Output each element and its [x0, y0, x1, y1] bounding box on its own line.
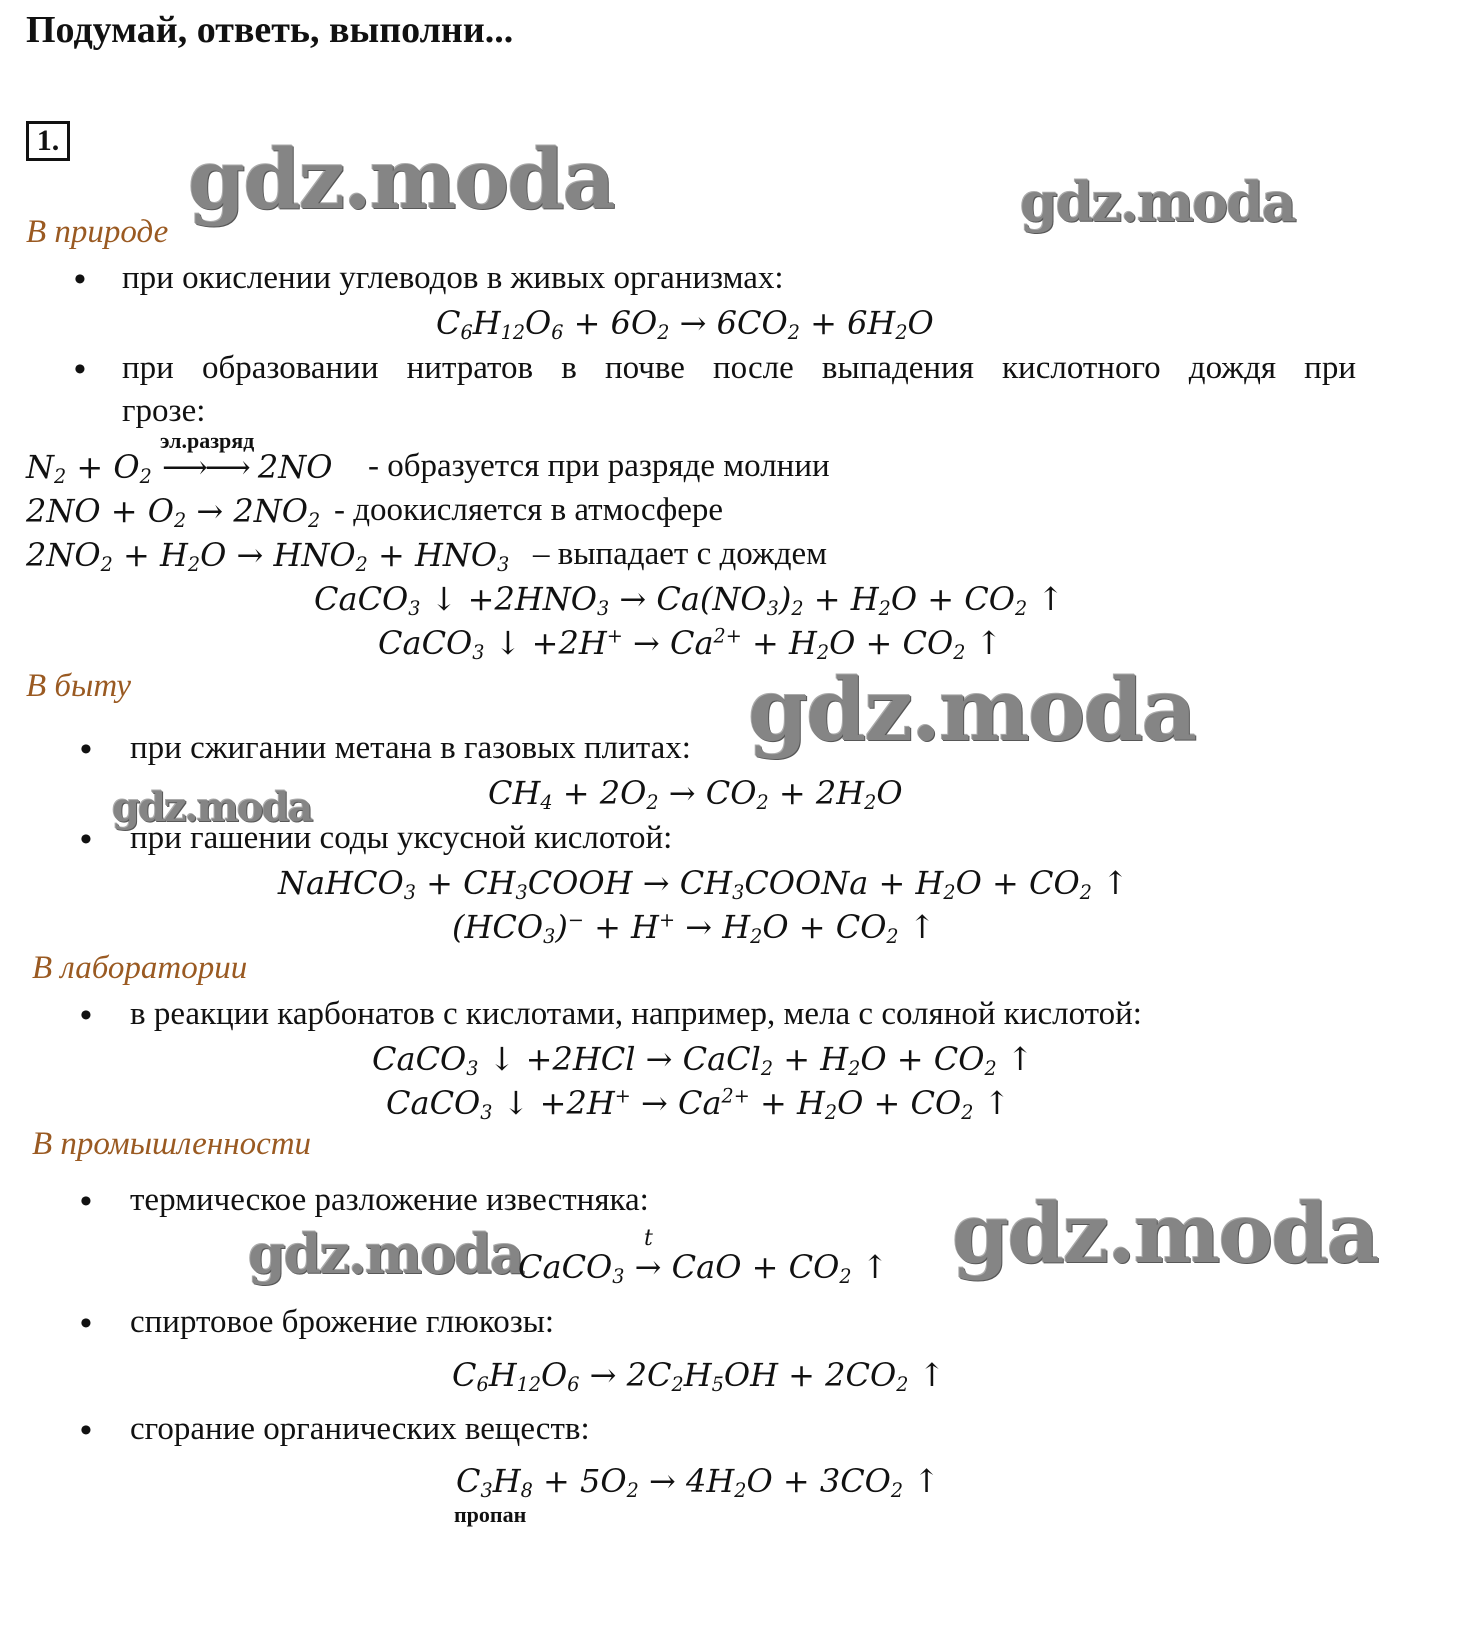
- task-number: 1.: [26, 121, 70, 161]
- bullet: •: [80, 1183, 92, 1220]
- section-nature-heading: В природе: [26, 214, 169, 250]
- nature-bullet-1: при окислении углеводов в живых организмах:: [122, 260, 784, 296]
- equation-caco3-hcl: CaCO$_3$ ↓ +2HCl → CaCl$_2$ + $H_2O + CO_2$ ↑: [372, 1040, 1034, 1080]
- equation-caco3-ionic-2: CaCO$_3$ ↓ $+2H^+ \to Ca^{2+} + H_2O + CO_2$ ↑: [386, 1084, 1011, 1124]
- equation-caco3-ionic-1: CaCO$_3$ ↓ $+2H^+ \to Ca^{2+} + H_2O + CO_2$ ↑: [378, 624, 1003, 664]
- nature-bullet-2: [122, 350, 1356, 387]
- equation-no-oxidation: $2NO + O_2 \to 2NO_2$: [26, 492, 321, 532]
- equation-hco3-ionic: $(HCO_3)^- + H^+ \to H_2O + CO_2$ ↑: [452, 908, 936, 948]
- page-title: Подумай, ответь, выполни...: [26, 9, 514, 51]
- bullet: •: [74, 351, 86, 388]
- equation-glucose-fermentation: $C_6H_{12}O_6 \to 2C_2H_5OH + 2CO_2$ ↑: [452, 1356, 946, 1396]
- equation-soda-vinegar: NaHCO$_3$ + $CH_3COOH$ → $CH_3COONa + H_2O + CO_2$ ↑: [278, 864, 1129, 904]
- section-lab-heading: В лаборатории: [32, 950, 248, 986]
- arrow-label-discharge: эл.разряд: [160, 428, 255, 453]
- equation-n2-o2: $N_2 + O_2$ ⟶⟶ 2NO: [26, 448, 333, 488]
- watermark: gdz.moda: [112, 784, 312, 831]
- watermark: gdz.moda: [188, 132, 614, 228]
- industry-bullet-1: термическое разложение известняка:: [130, 1182, 649, 1218]
- watermark: gdz.moda: [1020, 170, 1295, 234]
- equation-no2-water: $2NO_2 + H_2O \to HNO_2 + HNO_3$: [26, 536, 510, 576]
- watermark: gdz.moda: [248, 1222, 523, 1286]
- equation-glucose-oxidation: $C_6H_{12}O_6 + 6O_2 \to 6CO_2 + 6H_2O$: [436, 304, 934, 344]
- equation-no2-water-note: – выпадает с дождем: [533, 536, 828, 572]
- equation-no-oxidation-note: - доокисляется в атмосфере: [334, 492, 724, 528]
- watermark: gdz.moda: [748, 660, 1196, 761]
- bullet: •: [80, 1305, 92, 1342]
- nature-bullet-2-text: при образовании нитратов в почве после выпадения кислотного дождя при: [122, 350, 1356, 386]
- section-industry-heading: В промышленности: [32, 1126, 312, 1162]
- equation-methane-combustion: $CH_4 + 2O_2 \to CO_2 + 2H_2O$: [488, 774, 903, 814]
- bullet: •: [80, 731, 92, 768]
- equation-caco3-hno3: CaCO$_3$ ↓ $+2HNO_3 \to Ca(NO_3)_2 + H_2O + CO_2$ ↑: [314, 580, 1065, 620]
- bullet: •: [80, 821, 92, 858]
- industry-bullet-3: сгорание органических веществ:: [130, 1411, 590, 1447]
- bullet: •: [80, 1412, 92, 1449]
- equation-limestone-decomposition: CaCO$_3$ → CaO + $CO_2$ ↑: [518, 1248, 889, 1288]
- propane-label: пропан: [454, 1502, 527, 1527]
- nature-bullet-2-continued: грозе:: [122, 393, 206, 429]
- section-home-heading: В быту: [26, 668, 132, 704]
- home-bullet-2: при гашении соды уксусной кислотой:: [130, 820, 673, 856]
- bullet: •: [74, 261, 86, 298]
- home-bullet-1: при сжигании метана в газовых плитах:: [130, 730, 691, 766]
- lab-bullet-1: в реакции карбонатов с кислотами, например, мела с соляной кислотой:: [130, 996, 1142, 1032]
- equation-n2-o2-note: - образуется при разряде молнии: [368, 448, 830, 484]
- bullet: •: [80, 997, 92, 1034]
- equation-propane-combustion: $C_3H_8 + 5O_2 \to 4H_2O + 3CO_2$ ↑: [456, 1462, 941, 1502]
- watermark: gdz.moda: [952, 1186, 1378, 1282]
- arrow-label-temperature: t: [644, 1226, 653, 1251]
- industry-bullet-2: спиртовое брожение глюкозы:: [130, 1304, 555, 1340]
